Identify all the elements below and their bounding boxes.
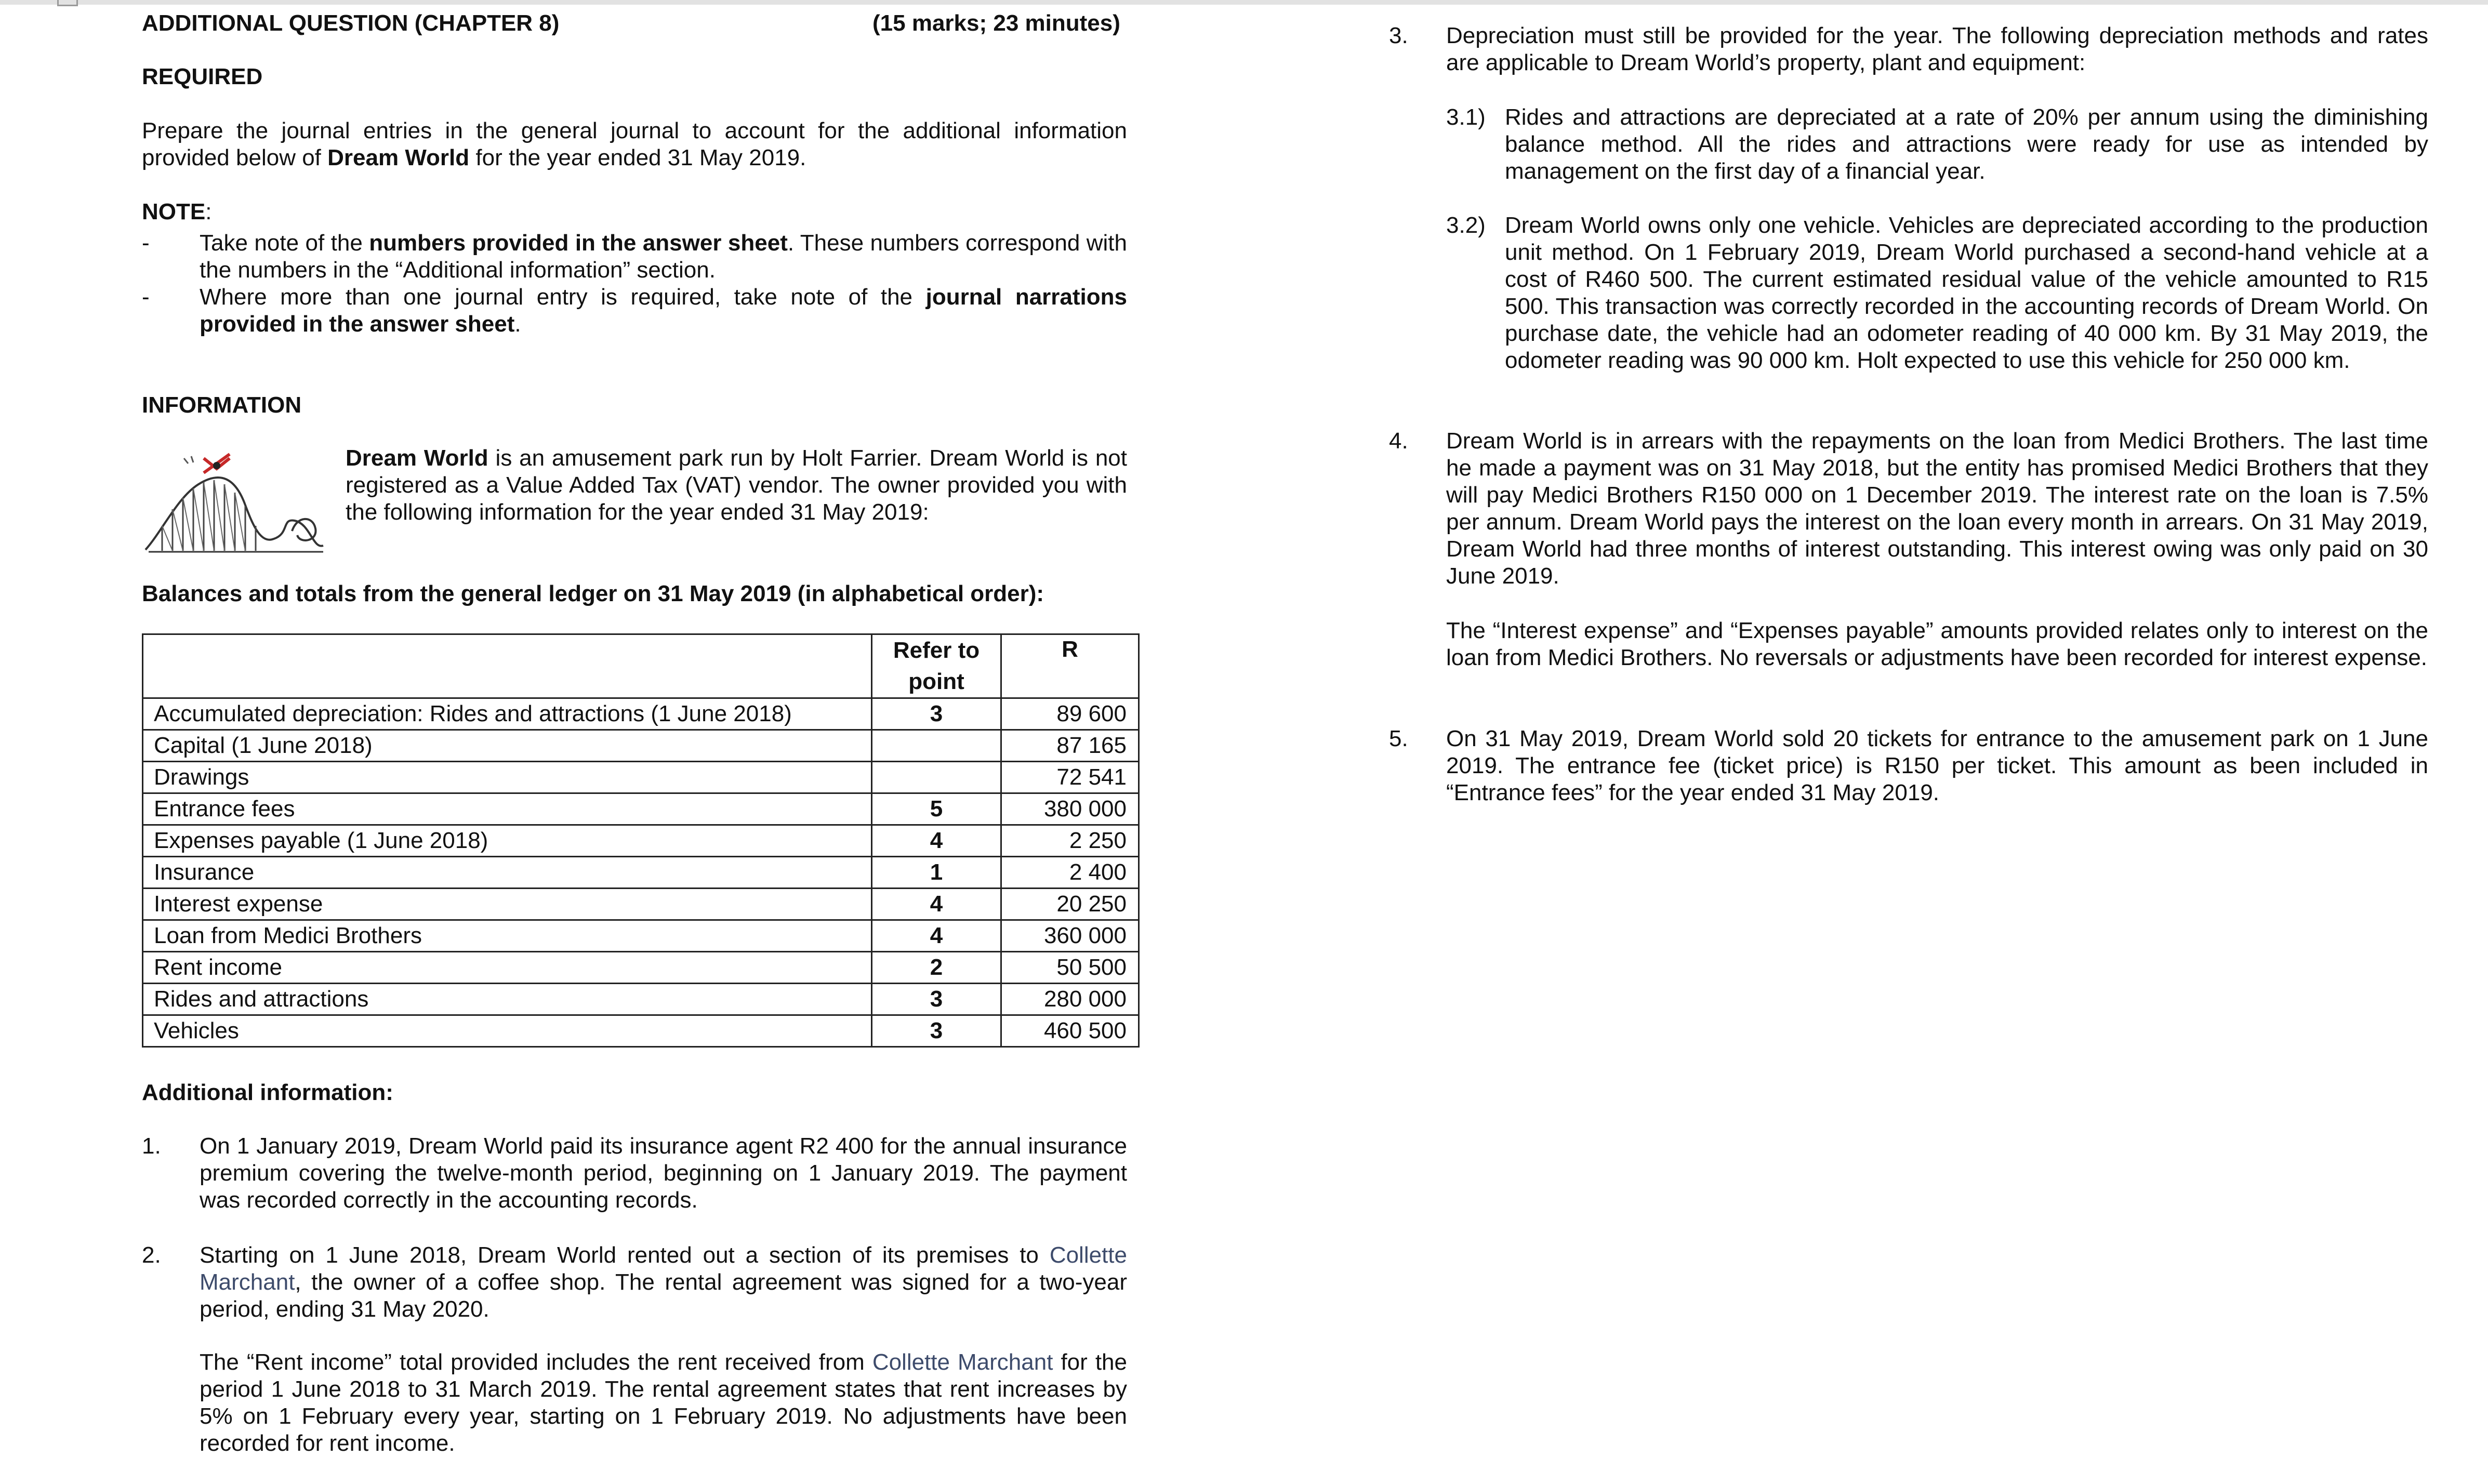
item-2b-text: The “Rent income” total provided includes the rent received from	[200, 1349, 872, 1375]
ledger-amount-cell: 89 600	[1001, 698, 1139, 730]
additional-item-3-2: Dream World owns only one vehicle. Vehicles are depreciated according to the production unit method. On 1 February 2019, Dream World purchased a second-hand vehicle at a cost of R460 500. The current estimated residual value of the vehicle amounted to R15 500. This transaction was correctly recorded in the accounting records of Dream World. On purchase date, the vehicle had an odometer reading of 40 000 km. By 31 May 2019, the odometer reading was 90 000 km. Holt expected to use this vehicle for 250 000 km.	[1505, 213, 2428, 373]
ledger-account-cell: Rides and attractions	[143, 984, 872, 1015]
ledger-ref-cell: 4	[872, 920, 1001, 952]
ledger-amount-cell: 87 165	[1001, 730, 1139, 762]
additional-item-3: Depreciation must still be provided for the year. The following depreciation methods and rates are applicable to Dream World’s property, plant and equipment:	[1446, 23, 2428, 75]
required-company-name: Dream World	[327, 145, 470, 170]
ledger-ref-cell	[872, 730, 1001, 762]
additional-item-1: On 1 January 2019, Dream World paid its insurance agent R2 400 for the annual insurance premium covering the twelve-month period, beginning on 1 January 2019. The payment was recorded correctly in the accounting records.	[200, 1133, 1127, 1213]
note-item-1-text: Take note of the	[200, 230, 369, 256]
ledger-row	[143, 730, 1139, 762]
item-number-3: 3.	[1389, 23, 1408, 48]
note-item-2-end: .	[514, 311, 521, 337]
roller-coaster-icon	[141, 448, 328, 557]
ledger-row	[143, 889, 1139, 920]
item-number-5: 5.	[1389, 726, 1408, 751]
ledger-amount-cell: 50 500	[1001, 952, 1139, 984]
ledger-row	[143, 952, 1139, 984]
ledger-ref-cell: 3	[872, 984, 1001, 1015]
required-text: Prepare the journal entries in the general journal to account for the additional information provided below of	[142, 118, 1127, 170]
item-2b-text-end: for the period 1 June 2018 to 31 March 2019. The rental agreement states that rent increases by 5% on 1 February every year, starting on 1 February 2019. No adjustments have been recorded for rent income.	[200, 1349, 1127, 1456]
ledger-row	[143, 762, 1139, 793]
additional-heading: Additional information:	[142, 1080, 393, 1105]
marks-label: (15 marks; 23 minutes)	[872, 10, 1120, 36]
header-amount-cell: R	[1001, 634, 1139, 698]
ledger-ref-cell: 3	[872, 698, 1001, 730]
item-2-text: Starting on 1 June 2018, Dream World rented out a section of its premises to	[200, 1242, 1050, 1268]
ledger-row	[143, 984, 1139, 1015]
item-number-2: 2.	[142, 1242, 161, 1268]
ledger-ref-cell: 1	[872, 857, 1001, 889]
note-heading	[142, 198, 211, 226]
ledger-ref-cell: 3	[872, 1015, 1001, 1047]
ledger-ref-cell: 2	[872, 952, 1001, 984]
item-number-3-2: 3.2)	[1446, 213, 1486, 238]
ledger-row	[143, 857, 1139, 889]
ledger-account-cell: Interest expense	[143, 889, 872, 920]
ledger-amount-cell: 460 500	[1001, 1015, 1139, 1047]
additional-item-3-1: Rides and attractions are depreciated at a rate of 20% per annum using the diminishing balance method. All the rides and attractions were ready for use as intended by management on the first day of a financial year.	[1505, 104, 2428, 184]
intro-text: is an amusement park run by Holt Farrier. Dream World is not registered as a Value Added Tax (VAT) vendor. The owner provided you with the following information for the year ended 31 May 2019:	[346, 445, 1127, 525]
additional-item-4: Dream World is in arrears with the repayments on the loan from Medici Brothers. The last time he made a payment was on 31 May 2018, but the entity has promised Medici Brothers that they will pay Medici Brothers R150 000 on 1 December 2019. The interest rate on the loan is 7.5% per annum. Dream World pays the interest on the loan every month in arrears. On 31 May 2019, Dream World had three months of interest outstanding. This interest owing was only paid on 30 June 2019.	[1446, 428, 2428, 589]
note-bullet-1: -	[142, 230, 150, 256]
ledger-amount-cell: 20 250	[1001, 889, 1139, 920]
header-account-cell	[143, 634, 872, 698]
ledger-ref-cell: 4	[872, 889, 1001, 920]
item-number-4: 4.	[1389, 428, 1408, 454]
note-item-1	[200, 230, 1127, 284]
header-ref-cell: Refer to point	[872, 634, 1001, 698]
ledger-ref-cell: 5	[872, 793, 1001, 825]
ledger-ref-cell: 4	[872, 825, 1001, 857]
note-colon: :	[205, 199, 212, 224]
additional-item-2	[200, 1242, 1127, 1323]
note-item-2	[200, 284, 1127, 338]
ledger-ref-cell	[872, 762, 1001, 793]
note-item-2-text: Where more than one journal entry is required, take note of the	[200, 284, 926, 310]
note-bullet-2: -	[142, 284, 150, 310]
item-number-3-1: 3.1)	[1446, 104, 1486, 130]
additional-item-4-note: The “Interest expense” and “Expenses payable” amounts provided relates only to interest on the loan from Medici Brothers. No reversals or adjustments have been recorded for interest expense.	[1446, 618, 2428, 670]
balances-heading: Balances and totals from the general ledger on 31 May 2019 (in alphabetical order):	[142, 581, 1044, 606]
ledger-amount-cell: 360 000	[1001, 920, 1139, 952]
required-text-end: for the year ended 31 May 2019.	[469, 145, 806, 170]
note-item-1-end: . These numbers correspond with the numbers in the “Additional information” section.	[200, 230, 1127, 283]
ledger-amount-cell: 2 400	[1001, 857, 1139, 889]
right-column	[1195, 0, 2488, 1484]
ledger-account-cell: Vehicles	[143, 1015, 872, 1047]
intro-company-name: Dream World	[346, 445, 488, 471]
additional-item-2-rent	[200, 1349, 1127, 1457]
required-paragraph	[142, 117, 1127, 171]
left-column	[0, 0, 1195, 1484]
item-2-tenant-name: Collette Marchant	[200, 1242, 1127, 1295]
information-intro	[346, 445, 1127, 526]
ledger-table	[142, 633, 1140, 1048]
ledger-row	[143, 920, 1139, 952]
ledger-amount-cell: 72 541	[1001, 762, 1139, 793]
ledger-amount-cell: 280 000	[1001, 984, 1139, 1015]
additional-item-5: On 31 May 2019, Dream World sold 20 tickets for entrance to the amusement park on 1 June 2019. The entrance fee (ticket price) is R150 per ticket. This amount as been included in “Entrance fees” for the year ended 31 May 2019.	[1446, 726, 2428, 805]
item-2b-tenant-name: Collette Marchant	[872, 1349, 1053, 1375]
ledger-row	[143, 698, 1139, 730]
ledger-row	[143, 825, 1139, 857]
ledger-account-cell: Loan from Medici Brothers	[143, 920, 872, 952]
required-heading: REQUIRED	[142, 64, 263, 89]
information-heading: INFORMATION	[142, 392, 302, 418]
ledger-row	[143, 1015, 1139, 1047]
ledger-account-cell: Rent income	[143, 952, 872, 984]
ledger-row	[143, 793, 1139, 825]
ledger-account-cell: Accumulated depreciation: Rides and attractions (1 June 2018)	[143, 698, 872, 730]
note-heading-text: NOTE	[142, 199, 206, 224]
ledger-account-cell: Drawings	[143, 762, 872, 793]
ledger-account-cell: Capital (1 June 2018)	[143, 730, 872, 762]
ledger-table-body	[143, 634, 1139, 1047]
question-title: ADDITIONAL QUESTION (CHAPTER 8)	[142, 10, 560, 36]
item-2-text-end: , the owner of a coffee shop. The rental agreement was signed for a two-year period, ending 31 May 2020.	[200, 1269, 1127, 1322]
ledger-account-cell: Insurance	[143, 857, 872, 889]
note-item-2-bold: journal narrations provided in the answer sheet	[200, 284, 1127, 337]
note-item-1-bold: numbers provided in the answer sheet	[369, 230, 788, 256]
ledger-account-cell: Entrance fees	[143, 793, 872, 825]
ledger-header-row	[143, 634, 1139, 698]
ledger-account-cell: Expenses payable (1 June 2018)	[143, 825, 872, 857]
item-number-1: 1.	[142, 1133, 161, 1159]
ledger-amount-cell: 380 000	[1001, 793, 1139, 825]
ledger-amount-cell: 2 250	[1001, 825, 1139, 857]
